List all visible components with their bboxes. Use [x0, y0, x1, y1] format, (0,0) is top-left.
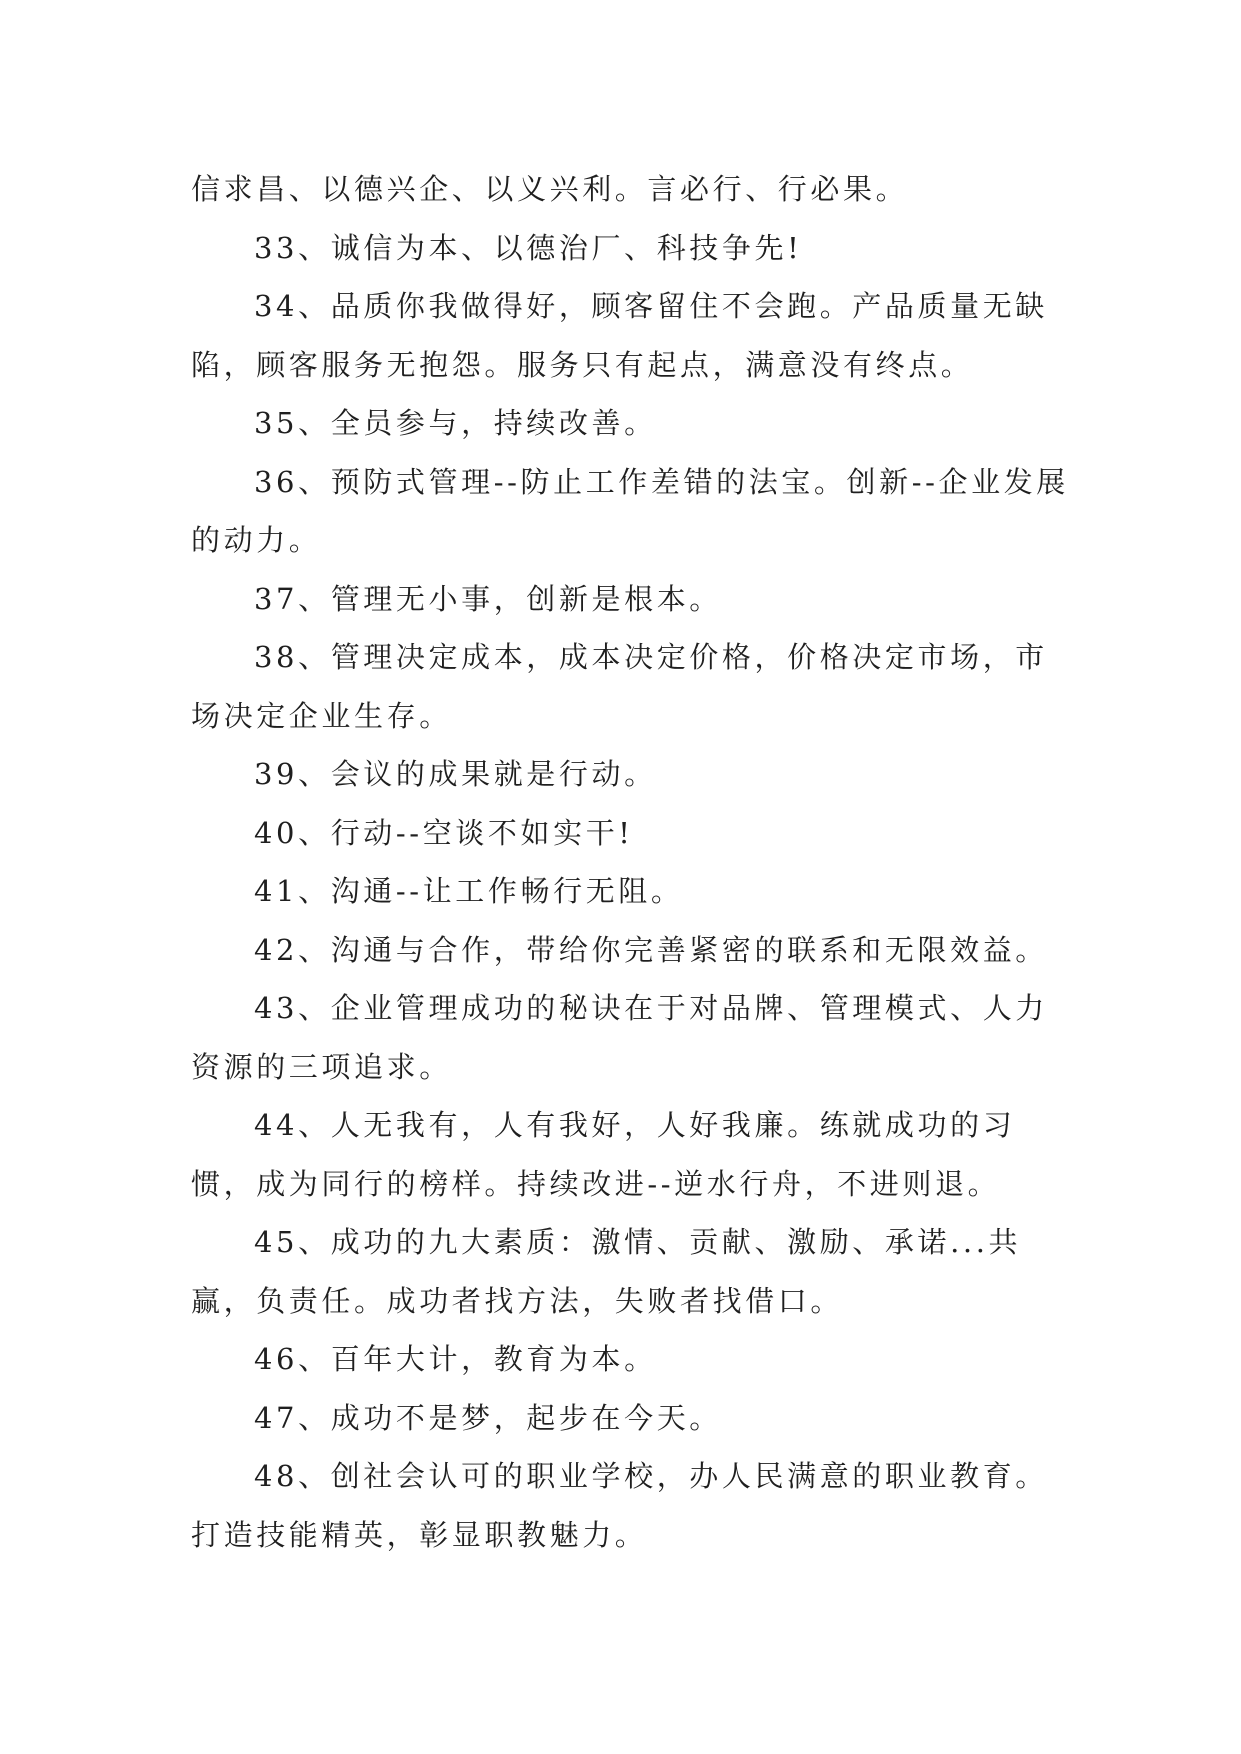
paragraph-item-39: 39、会议的成果就是行动。 — [254, 757, 657, 791]
paragraph-item-48: 48、创社会认可的职业学校，办人民满意的职业教育。打造技能精英，彰显职教魅力。 — [191, 1459, 1048, 1552]
paragraph-item-38: 38、管理决定成本，成本决定价格，价格决定市场，市场决定企业生存。 — [191, 640, 1048, 733]
paragraph-item-40: 40、行动--空谈不如实干! — [254, 815, 634, 850]
paragraph-item-46: 46、百年大计，教育为本。 — [254, 1342, 657, 1376]
paragraph-item-33: 33、诚信为本、以德治厂、科技争先! — [254, 230, 803, 265]
document-body — [191, 160, 1071, 1564]
paragraph-item-43: 43、企业管理成功的秘诀在于对品牌、管理模式、人力资源的三项追求。 — [191, 991, 1048, 1084]
paragraph-continuation: 信求昌、以德兴企、以义兴利。言必行、行必果。 — [191, 172, 909, 206]
paragraph-item-35: 35、全员参与，持续改善。 — [254, 406, 657, 440]
paragraph-item-37: 37、管理无小事，创新是根本。 — [254, 581, 722, 616]
paragraph-item-34: 34、品质你我做得好，顾客留住不会跑。产品质量无缺陷，顾客服务无抱怨。服务只有起点，满意没有终点。 — [191, 289, 1048, 382]
paragraph-item-45: 45、成功的九大素质：激情、贡献、激励、承诺...共赢，负责任。成功者找方法，失败者找借口。 — [191, 1225, 1022, 1318]
paragraph-item-47: 47、成功不是梦，起步在今天。 — [254, 1400, 722, 1435]
paragraph-item-36: 36、预防式管理--防止工作差错的法宝。创新--企业发展的动力。 — [191, 464, 1069, 557]
paragraph-item-41: 41、沟通--让工作畅行无阻。 — [254, 874, 684, 908]
paragraph-item-42: 42、沟通与合作，带给你完善紧密的联系和无限效益。 — [254, 932, 1048, 967]
paragraph-item-44: 44、人无我有，人有我好，人好我廉。练就成功的习惯，成为同行的榜样。持续改进--逆水行舟，不进则退。 — [191, 1108, 1016, 1201]
